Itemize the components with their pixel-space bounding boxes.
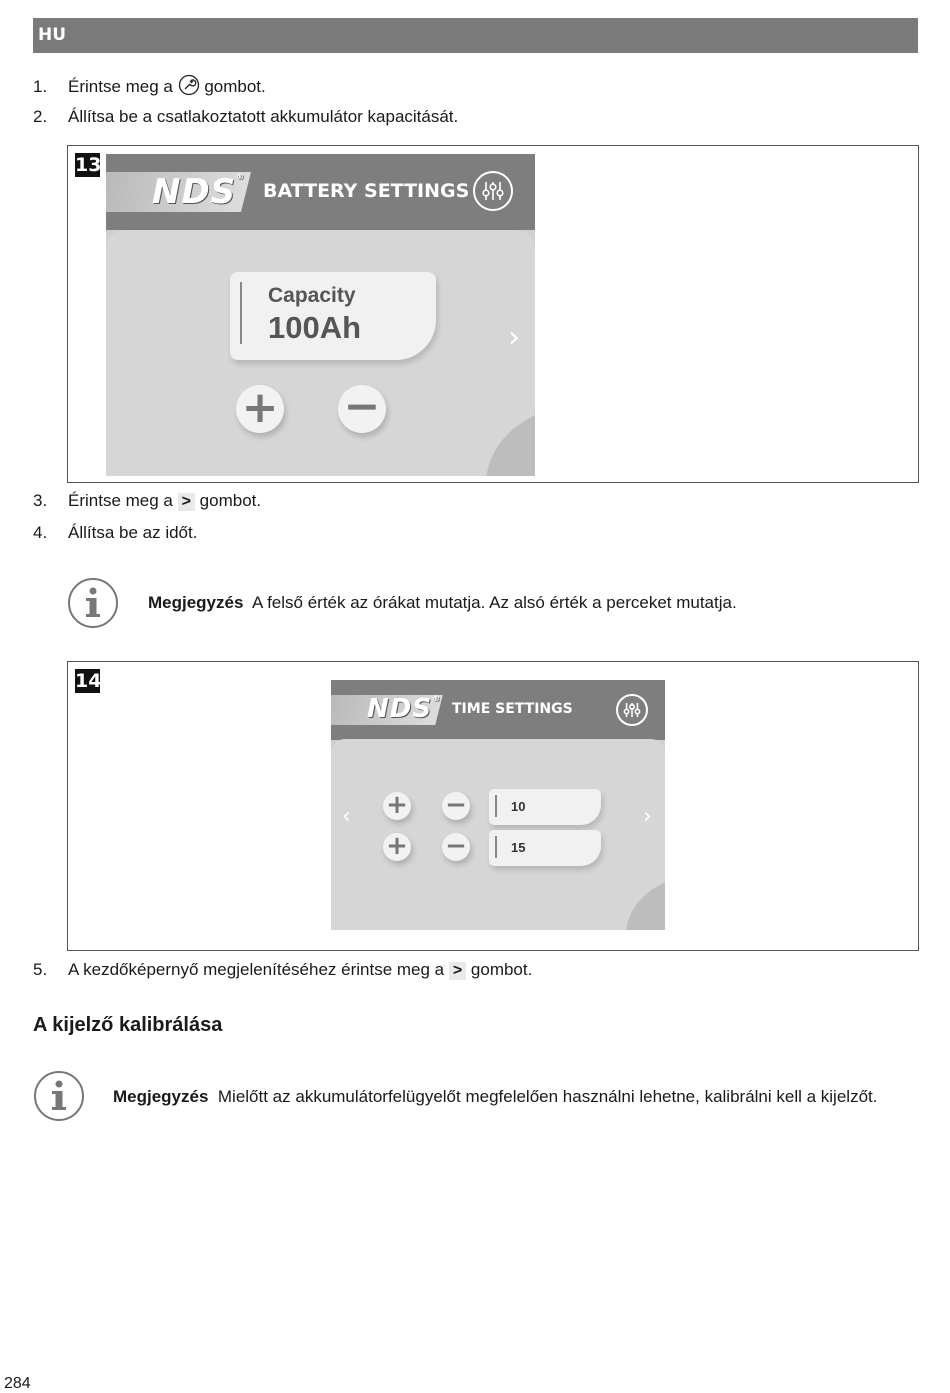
step-3 xyxy=(33,491,261,511)
step-4 xyxy=(33,523,197,543)
language-header-bar xyxy=(33,18,918,53)
note-2 xyxy=(113,1087,877,1107)
page-number: 284 xyxy=(4,1375,31,1392)
wrench-circle-icon xyxy=(178,74,200,101)
info-icon xyxy=(33,1070,85,1122)
step-1 xyxy=(33,74,266,101)
next-key-glyph: > xyxy=(449,962,466,980)
step-2 xyxy=(33,107,458,127)
prev-chevron-icon[interactable]: ‹ xyxy=(342,804,351,829)
step-text: gombot. xyxy=(199,77,266,96)
screen-title: TIME SETTINGS xyxy=(452,701,573,717)
step-number: 5. xyxy=(33,960,48,979)
screen-title: BATTERY SETTINGS xyxy=(263,180,470,202)
figure-14 xyxy=(67,661,919,951)
step-text: gombot. xyxy=(194,491,262,510)
hours-field[interactable] xyxy=(489,789,601,825)
hours-increase-button[interactable]: + xyxy=(383,792,411,820)
note-text: Mielőtt az akkumulátorfelügyelőt megfelelően használni lehetne, kalibrálni kell a kijelzőt. xyxy=(217,1087,878,1106)
hours-value: 10 xyxy=(511,799,526,814)
brand-logo: NDS® xyxy=(152,172,246,212)
note-text: A felső érték az órákat mutatja. Az alsó érték a perceket mutatja. xyxy=(251,593,737,612)
battery-settings-screen xyxy=(106,154,535,476)
capacity-card xyxy=(230,272,436,360)
step-number: 4. xyxy=(33,523,48,542)
capacity-value: 100Ah xyxy=(268,310,362,345)
minutes-value: 15 xyxy=(511,840,526,855)
step-text: Érintse meg a xyxy=(68,77,178,96)
minutes-decrease-button[interactable]: − xyxy=(442,833,470,861)
settings-sliders-icon[interactable] xyxy=(616,694,648,726)
figure-number: 14 xyxy=(75,670,102,692)
step-text: gombot. xyxy=(466,960,533,979)
next-chevron-icon[interactable]: › xyxy=(508,320,520,355)
increase-button[interactable]: + xyxy=(236,385,284,433)
step-text: Állítsa be az időt. xyxy=(68,523,198,542)
step-number: 1. xyxy=(33,77,48,96)
note-1 xyxy=(148,593,737,613)
step-text: A kezdőképernyő megjelenítéséhez érintse meg a xyxy=(68,960,449,979)
step-5 xyxy=(33,960,532,980)
step-text: Állítsa be a csatlakoztatott akkumulátor kapacitását. xyxy=(68,107,459,126)
language-code: HU xyxy=(38,25,67,45)
section-title: A kijelző kalibrálása xyxy=(33,1014,223,1036)
figure-number: 13 xyxy=(75,154,102,176)
step-text: Érintse meg a xyxy=(68,491,178,510)
next-key-glyph: > xyxy=(178,493,195,511)
step-number: 3. xyxy=(33,491,48,510)
decrease-button[interactable]: − xyxy=(338,385,386,433)
minutes-field[interactable] xyxy=(489,830,601,866)
time-settings-screen xyxy=(331,680,665,930)
step-number: 2. xyxy=(33,107,48,126)
figure-13 xyxy=(67,145,919,483)
note-label: Megjegyzés xyxy=(148,593,244,612)
hours-decrease-button[interactable]: − xyxy=(442,792,470,820)
brand-logo: NDS® xyxy=(367,694,442,724)
info-icon xyxy=(67,577,119,629)
capacity-label: Capacity xyxy=(268,284,356,307)
settings-sliders-icon[interactable] xyxy=(473,171,513,211)
note-label: Megjegyzés xyxy=(113,1087,209,1106)
minutes-increase-button[interactable]: + xyxy=(383,833,411,861)
next-chevron-icon[interactable]: › xyxy=(643,804,652,829)
